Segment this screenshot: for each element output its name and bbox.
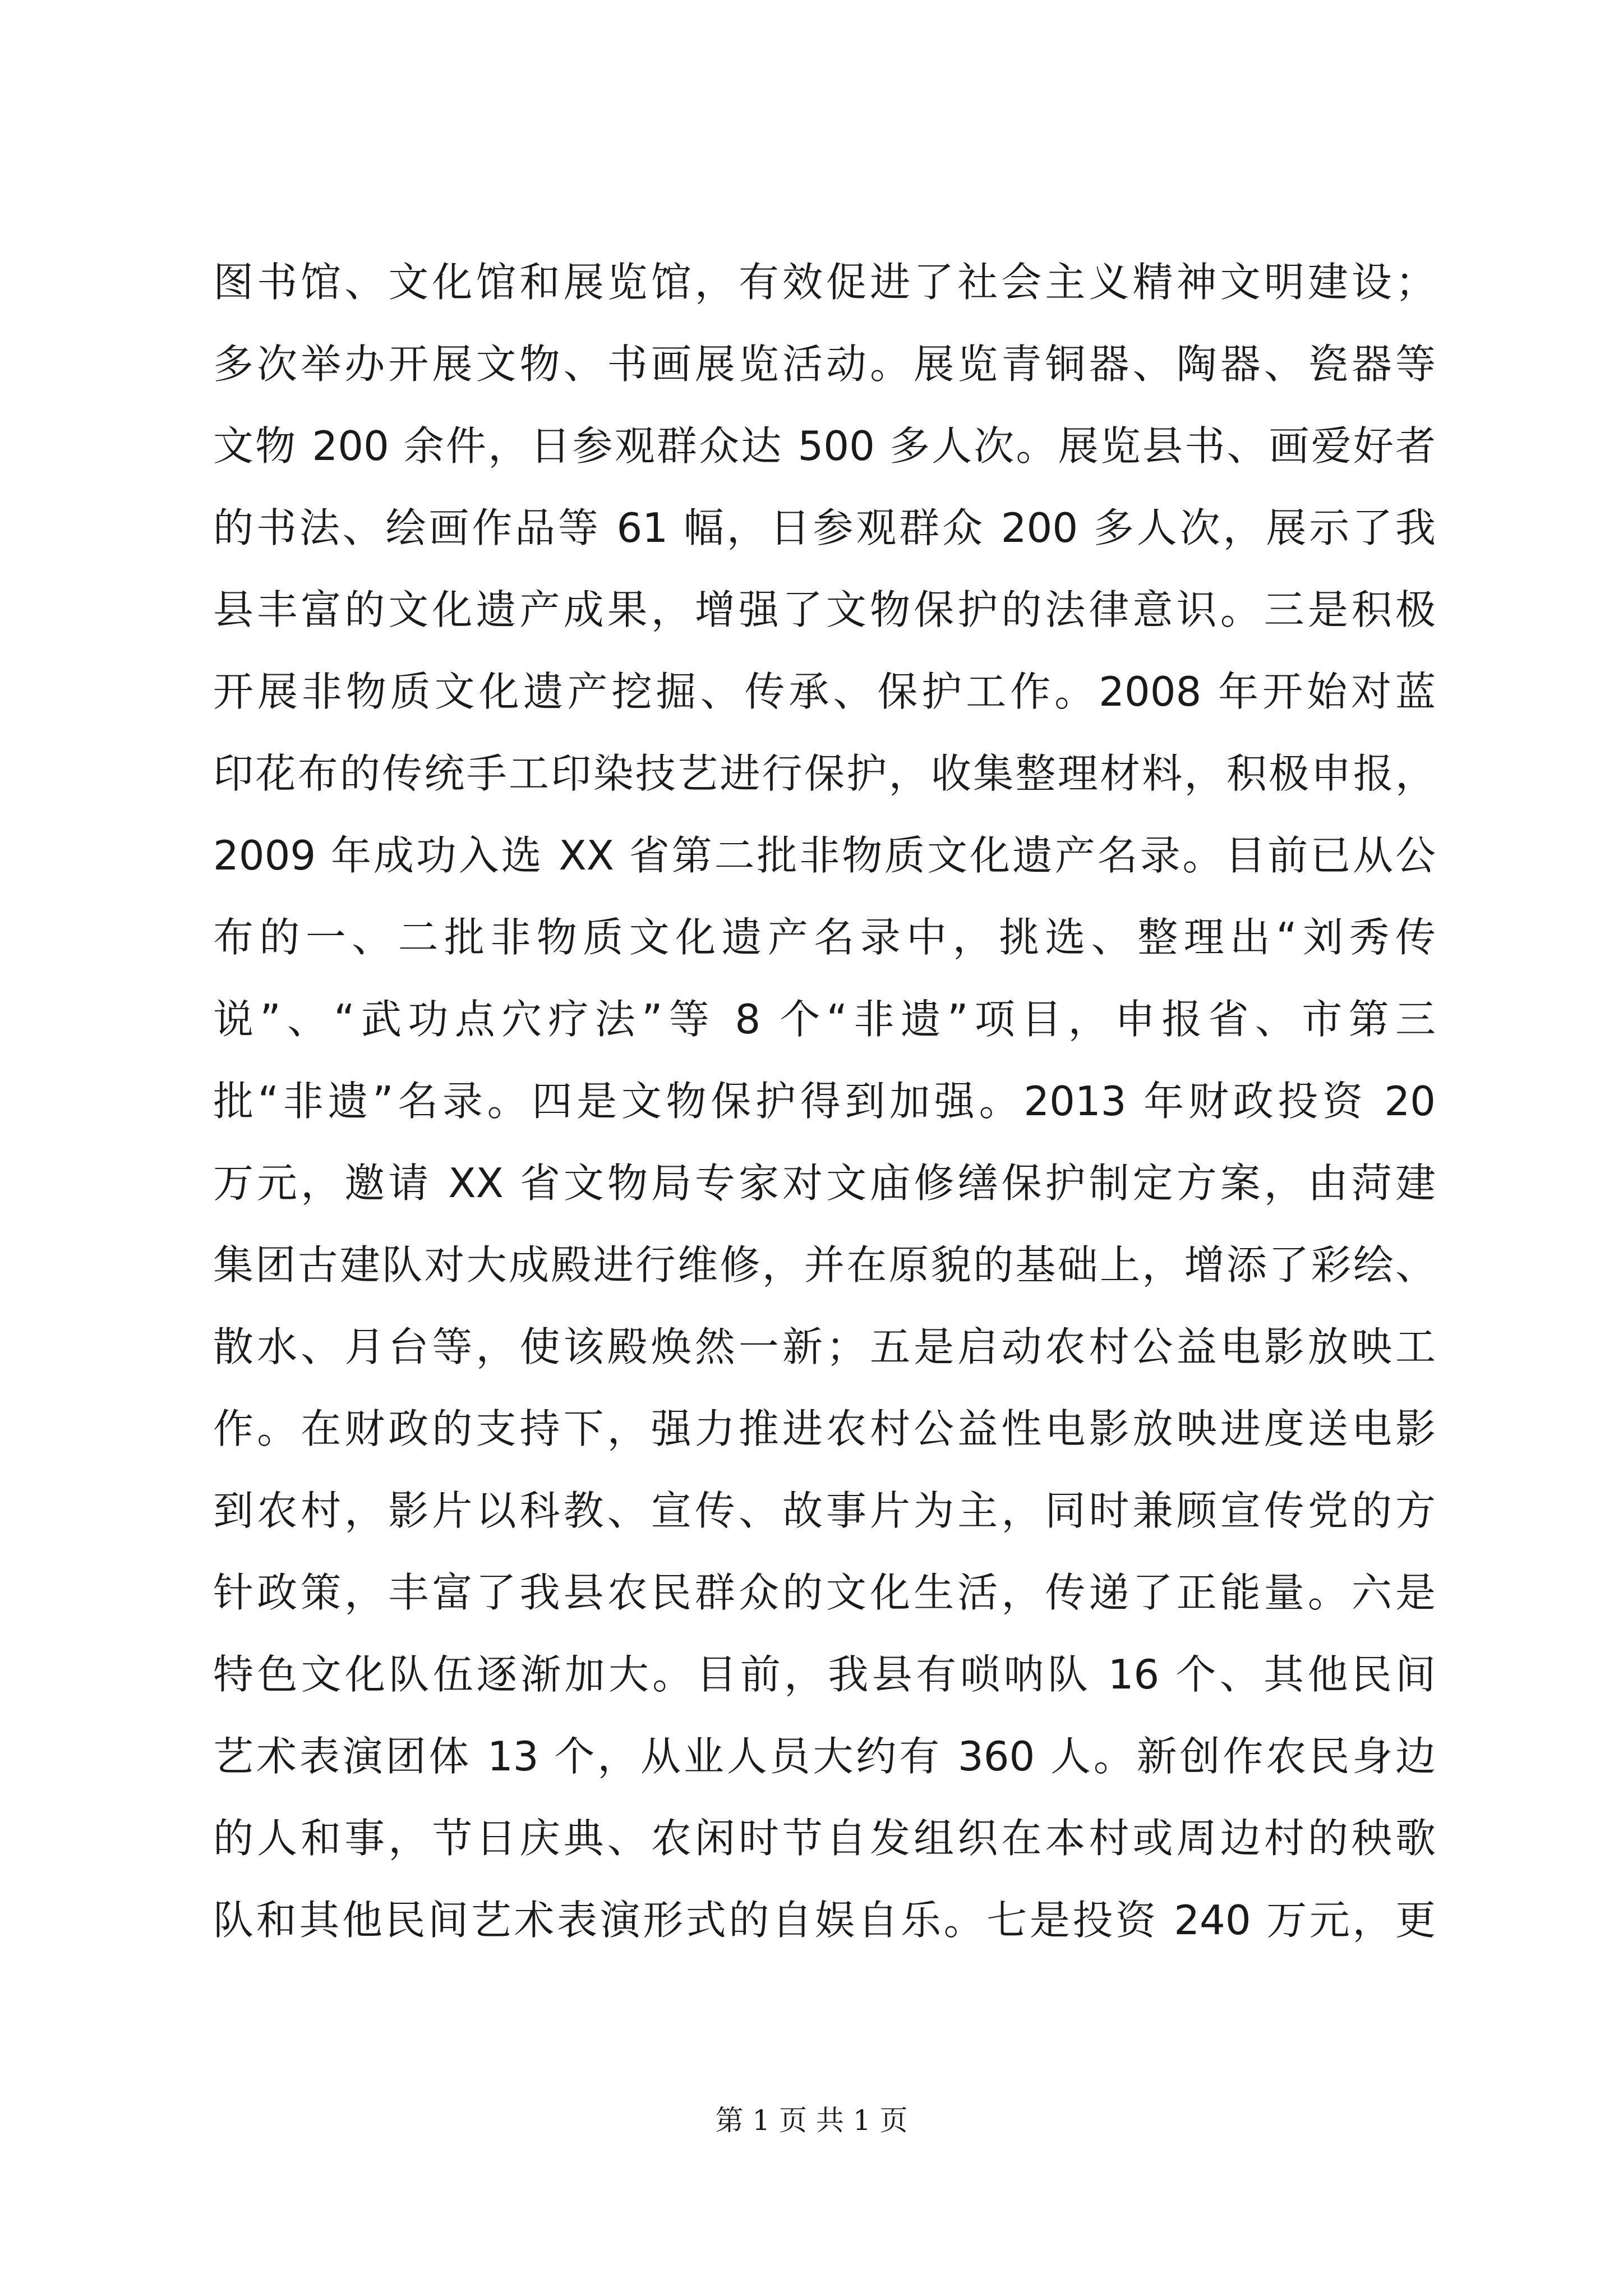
body-text: [213, 241, 1436, 1961]
text-line-1: 图书馆、文化馆和展览馆，有效促进了社会主义精神文明建设；: [213, 259, 1436, 306]
text-line-17: 针政策，丰富了我县农民群众的文化生活，传递了正能量。六是: [213, 1569, 1436, 1616]
text-line-19: 艺术表演团体 13 个，从业人员大约有 360 人。新创作农民身边: [213, 1733, 1436, 1780]
text-line-10: 说”、“武功点穴疗法”等 8 个“非遗”项目，申报省、市第三: [213, 996, 1436, 1043]
text-line-7: 印花布的传统手工印染技艺进行保护，收集整理材料，积极申报，: [213, 750, 1436, 797]
text-line-15: 作。在财政的支持下，强力推进农村公益性电影放映进度送电影: [213, 1405, 1436, 1452]
text-line-16: 到农村，影片以科教、宣传、故事片为主，同时兼顾宣传党的方: [213, 1487, 1436, 1534]
text-line-4: 的书法、绘画作品等 61 幅，日参观群众 200 多人次，展示了我: [213, 504, 1436, 551]
page-footer: 第 1 页 共 1 页: [715, 2104, 908, 2137]
text-line-20: 的人和事，节日庆典、农闲时节自发组织在本村或周边村的秧歌: [213, 1815, 1436, 1862]
text-line-14: 散水、月台等，使该殿焕然一新；五是启动农村公益电影放映工: [213, 1323, 1436, 1370]
text-line-3: 文物 200 余件，日参观群众达 500 多人次。展览县书、画爱好者: [213, 422, 1436, 470]
text-line-5: 县丰富的文化遗产成果，增强了文物保护的法律意识。三是积极: [213, 586, 1436, 633]
text-line-13: 集团古建队对大成殿进行维修，并在原貌的基础上，增添了彩绘、: [213, 1241, 1436, 1289]
text-line-11: 批“非遗”名录。四是文物保护得到加强。2013 年财政投资 20: [213, 1078, 1436, 1125]
text-line-6: 开展非物质文化遗产挖掘、传承、保护工作。2008 年开始对蓝: [213, 668, 1436, 715]
text-line-12: 万元，邀请 XX 省文物局专家对文庙修缮保护制定方案，由菏建: [213, 1159, 1436, 1207]
text-line-2: 多次举办开展文物、书画展览活动。展览青铜器、陶器、瓷器等: [213, 341, 1436, 388]
text-line-9: 布的一、二批非物质文化遗产名录中，挑选、整理出“刘秀传: [213, 914, 1436, 961]
text-line-21: 队和其他民间艺术表演形式的自娱自乐。七是投资 240 万元，更: [213, 1897, 1436, 1944]
text-line-8: 2009 年成功入选 XX 省第二批非物质文化遗产名录。目前已从公: [213, 832, 1436, 879]
text-line-18: 特色文化队伍逐渐加大。目前，我县有唢呐队 16 个、其他民间: [213, 1651, 1436, 1698]
